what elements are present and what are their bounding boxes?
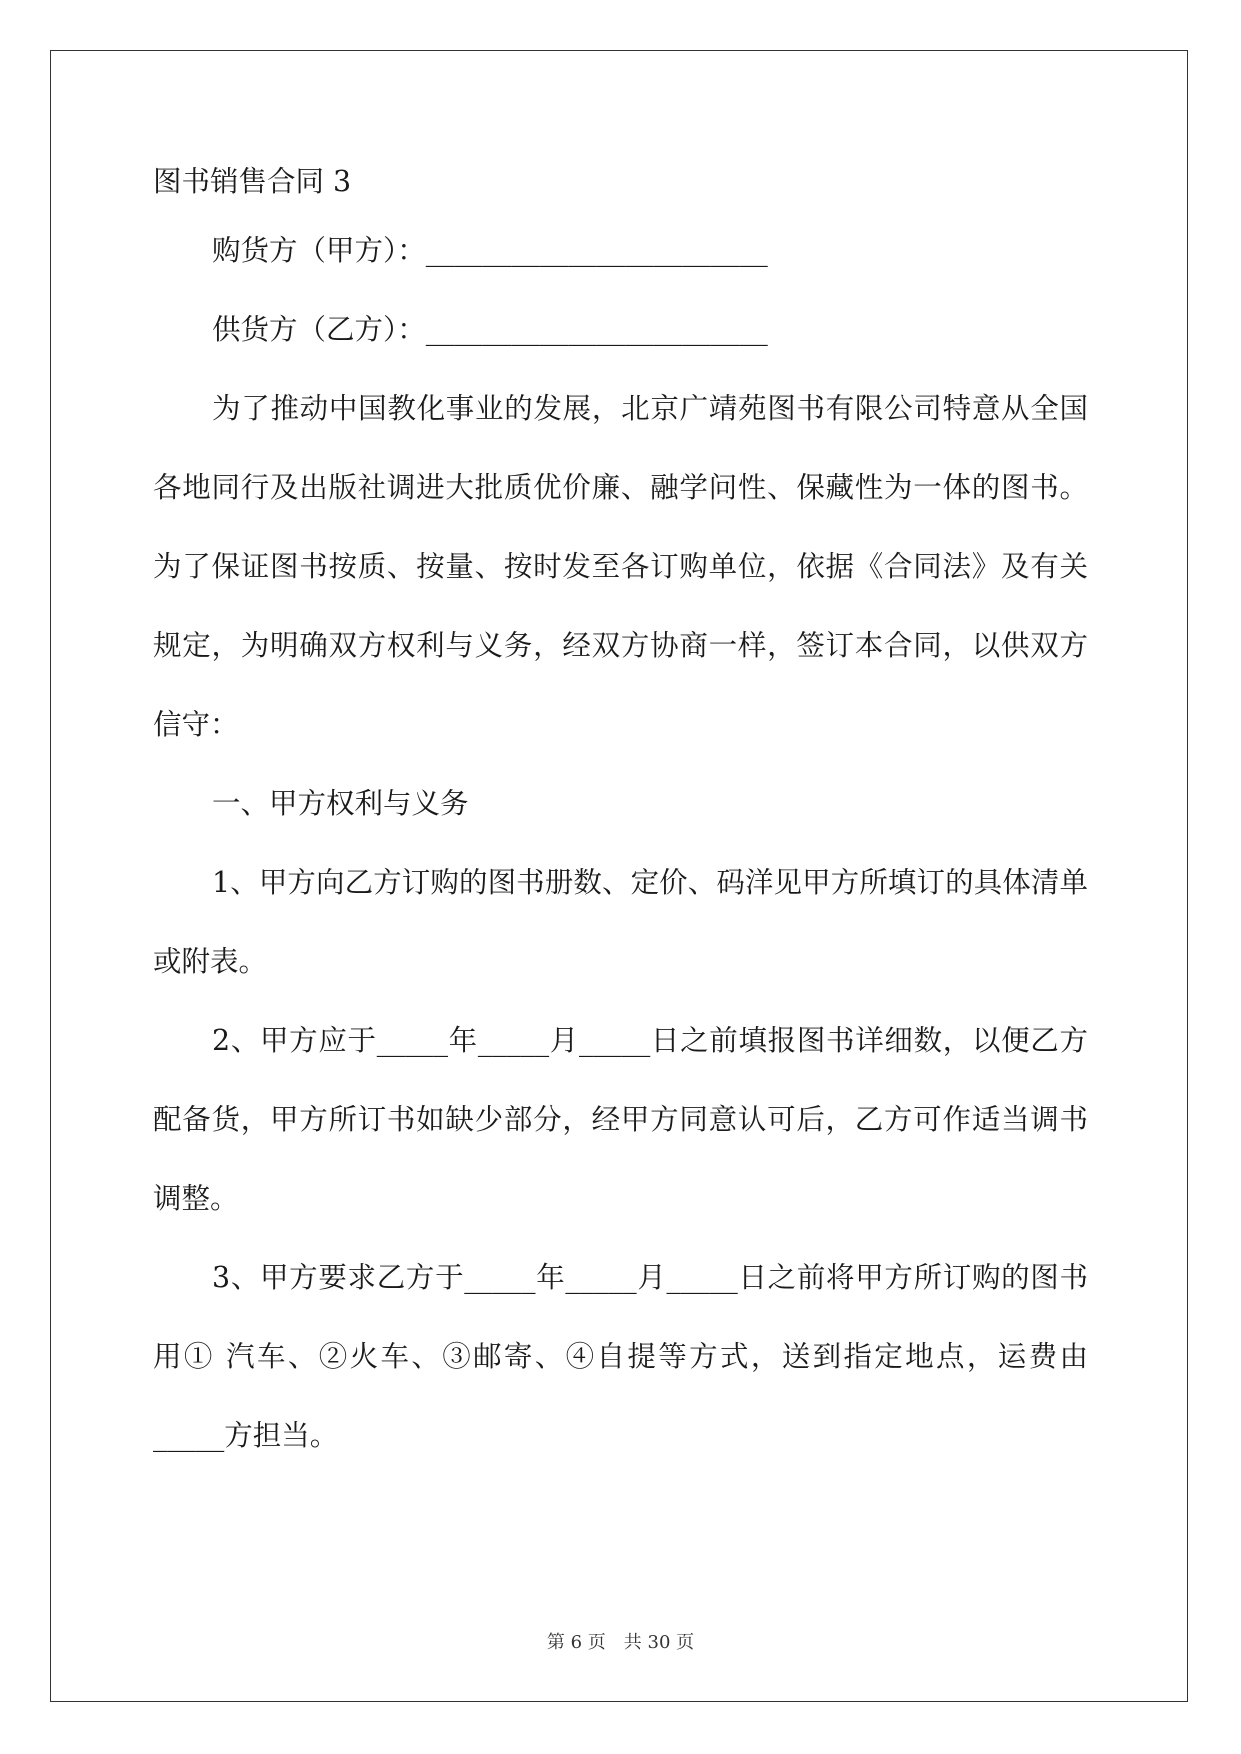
section-heading: 一、甲方权利与义务 [212, 787, 469, 820]
buyer-line: 购货方（甲方）：________________________ [212, 234, 768, 267]
document-body: 图书销售合同 3 购货方（甲方）：________________________ 供货方（乙方）：________________________ 为了推动中国教化事业的发展，北京广靖苑图书有限公司特意从全国各地同行及出版社调进大批质优价廉、融学问性、保藏性为一体的图书。为了保证图书按质、按量、按时发至各订购单位，依据《合同法》及有关规定，为明确双方权利与义务，经双方协商一样，签订本合同，以供双方信守： 一、甲方权利与义务 1、甲方向乙方订购的图书册数、定价、码洋见甲方所填订的具体清单或附表。 2、甲方应于_____年_____月_____日之前填报图书详细数，以便乙方配备货，甲方所订书如缺少部分，经甲方同意认可后，乙方可作适当调书调整。 3、甲方要求乙方于_____年_____月_____日之前将甲方所订购的图书用① 汽车、②火车、③邮寄、④自提等方式，送到指定地点，运费由_____方担当。 [153, 168, 1088, 1475]
page-number: 第 6 页 共 30 页 [546, 1632, 695, 1653]
preamble-paragraph: 为了推动中国教化事业的发展，北京广靖苑图书有限公司特意从全国各地同行及出版社调进大批质优价廉、融学问性、保藏性为一体的图书。为了保证图书按质、按量、按时发至各订购单位，依据《合同法》及有关规定，为明确双方权利与义务，经双方协商一样，签订本合同，以供双方信守： [153, 392, 1088, 741]
seller-line: 供货方（乙方）：________________________ [212, 313, 768, 346]
clause-3: 3、甲方要求乙方于_____年_____月_____日之前将甲方所订购的图书用① 汽车、②火车、③邮寄、④自提等方式，送到指定地点，运费由_____方担当。 [153, 1261, 1088, 1452]
clause-1: 1、甲方向乙方订购的图书册数、定价、码洋见甲方所填订的具体清单或附表。 [153, 866, 1088, 978]
clause-2: 2、甲方应于_____年_____月_____日之前填报图书详细数，以便乙方配备货，甲方所订书如缺少部分，经甲方同意认可后，乙方可作适当调书调整。 [153, 1024, 1088, 1215]
